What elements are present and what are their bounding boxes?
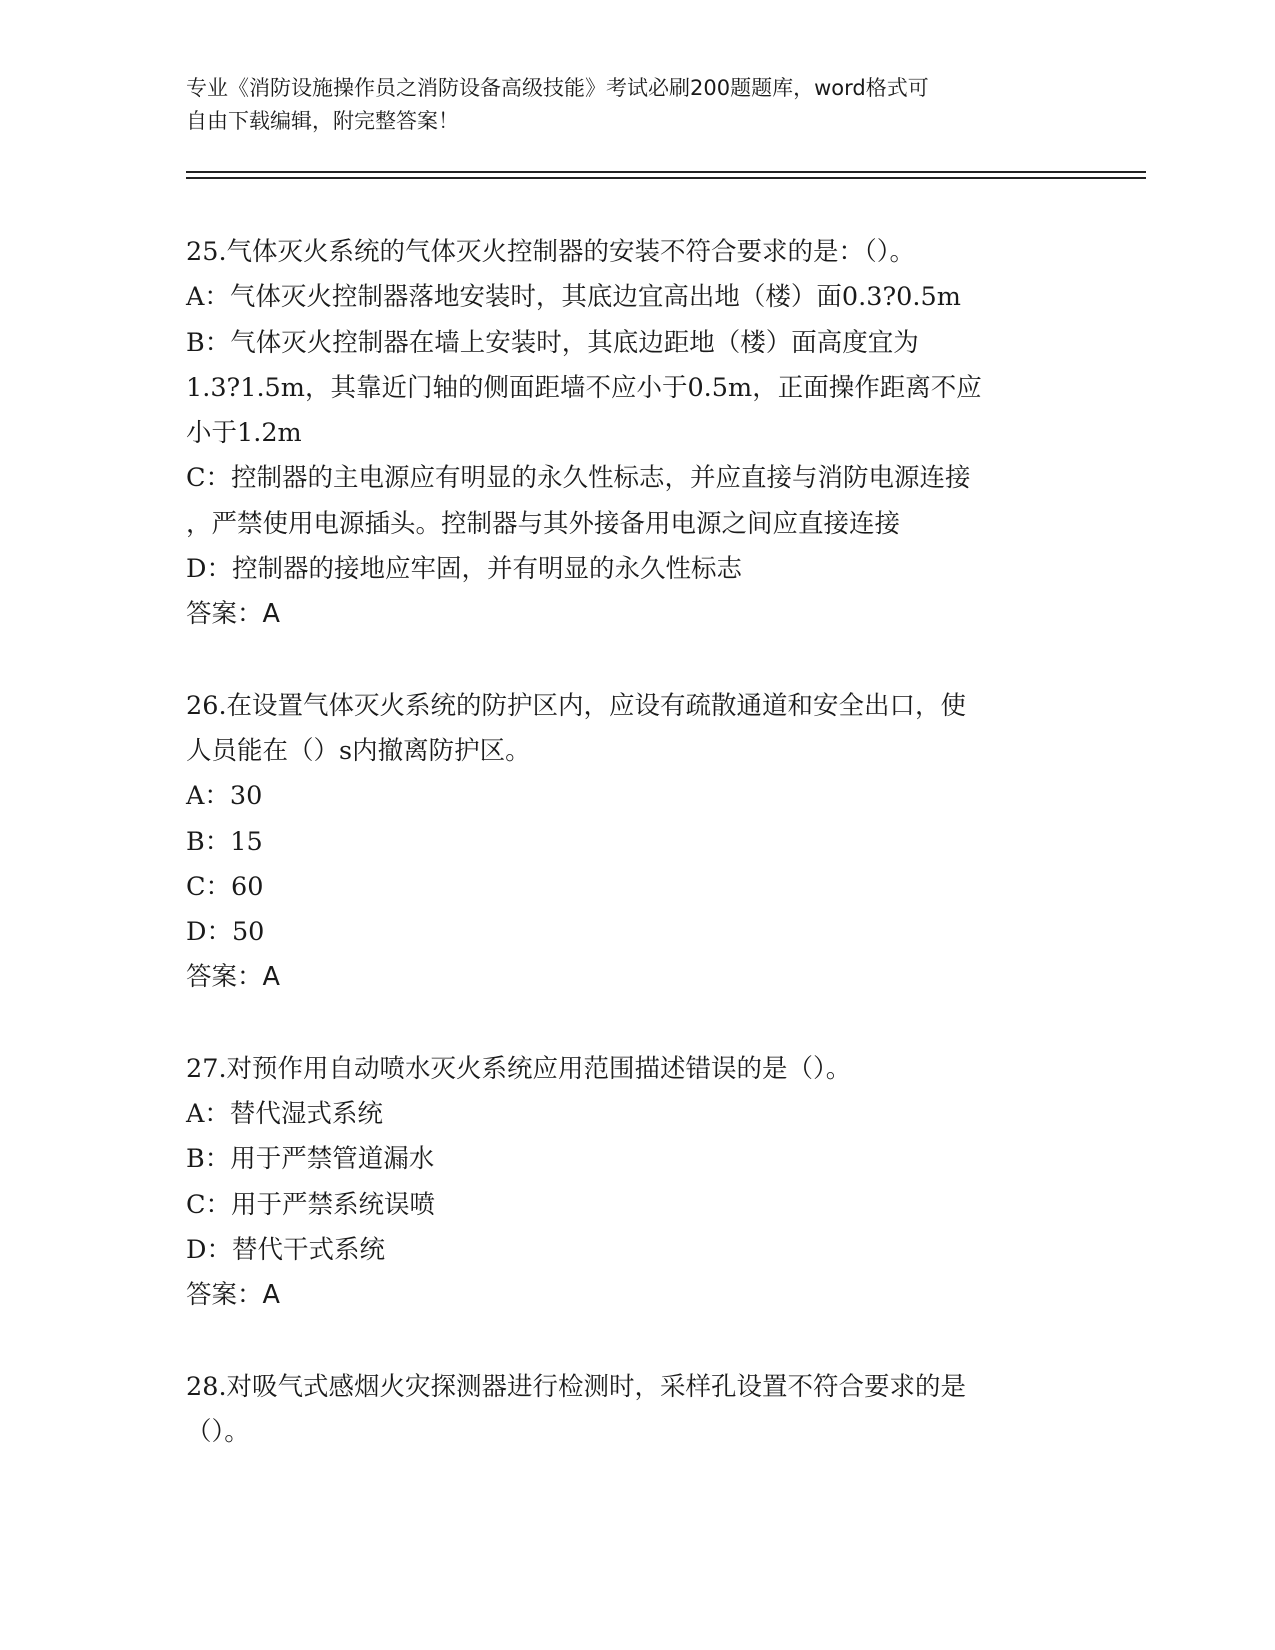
question-stem: 28.对吸气式感烟火灾探测器进行检测时，采样孔设置不符合要求的是 [186,1371,967,1402]
question-27 [186,1047,1086,1319]
question-25 [186,230,1086,638]
option-c: C：控制器的主电源应有明显的永久性标志，并应直接与消防电源连接 [186,463,971,494]
option-b: B：15 [186,826,263,857]
option-b-cont: 1.3?1.5m，其靠近门轴的侧面距墙不应小于0.5m，正面操作距离不应 [186,372,982,403]
answer: 答案：A [186,1280,280,1311]
option-b: B：用于严禁管道漏水 [186,1144,435,1175]
option-d: D：控制器的接地应牢固，并有明显的永久性标志 [186,554,742,585]
question-list [186,230,1086,1455]
question-stem-cont: （）。 [186,1416,250,1447]
question-stem: 27.对预作用自动喷水灭火系统应用范围描述错误的是（）。 [186,1053,852,1084]
question-stem: 25.气体灭火系统的气体灭火控制器的安装不符合要求的是：（）。 [186,237,916,267]
question-stem: 26.在设置气体灭火系统的防护区内，应设有疏散通道和安全出口，使 [186,690,967,721]
option-c: C：用于严禁系统误喷 [186,1189,436,1220]
option-c-cont: ，严禁使用电源插头。控制器与其外接备用电源之间应直接连接 [186,508,901,539]
question-28 [186,1365,1086,1456]
option-c: C：60 [186,871,264,902]
answer: 答案：A [186,599,280,630]
answer: 答案：A [186,962,280,993]
option-d: D：50 [186,917,265,948]
option-a: A：替代湿式系统 [186,1099,383,1130]
option-b-cont: 小于1.2m [186,418,302,449]
header-rule-top [186,171,1146,173]
question-26 [186,684,1086,1001]
option-a: A：30 [186,781,263,812]
question-stem-cont: 人员能在（）s内撤离防护区。 [186,735,531,766]
document-header [186,72,1086,138]
header-line-1: 专业《消防设施操作员之消防设备高级技能》考试必刷200题题库，word格式可 [186,76,929,100]
header-line-2: 自由下载编辑，附完整答案！ [186,109,459,133]
option-a: A：气体灭火控制器落地安装时，其底边宜高出地（楼）面0.3?0.5m [186,282,961,313]
option-b: B：气体灭火控制器在墙上安装时，其底边距地（楼）面高度宜为 [186,327,919,358]
option-d: D：替代干式系统 [186,1234,385,1265]
header-rule-bottom [186,177,1146,179]
